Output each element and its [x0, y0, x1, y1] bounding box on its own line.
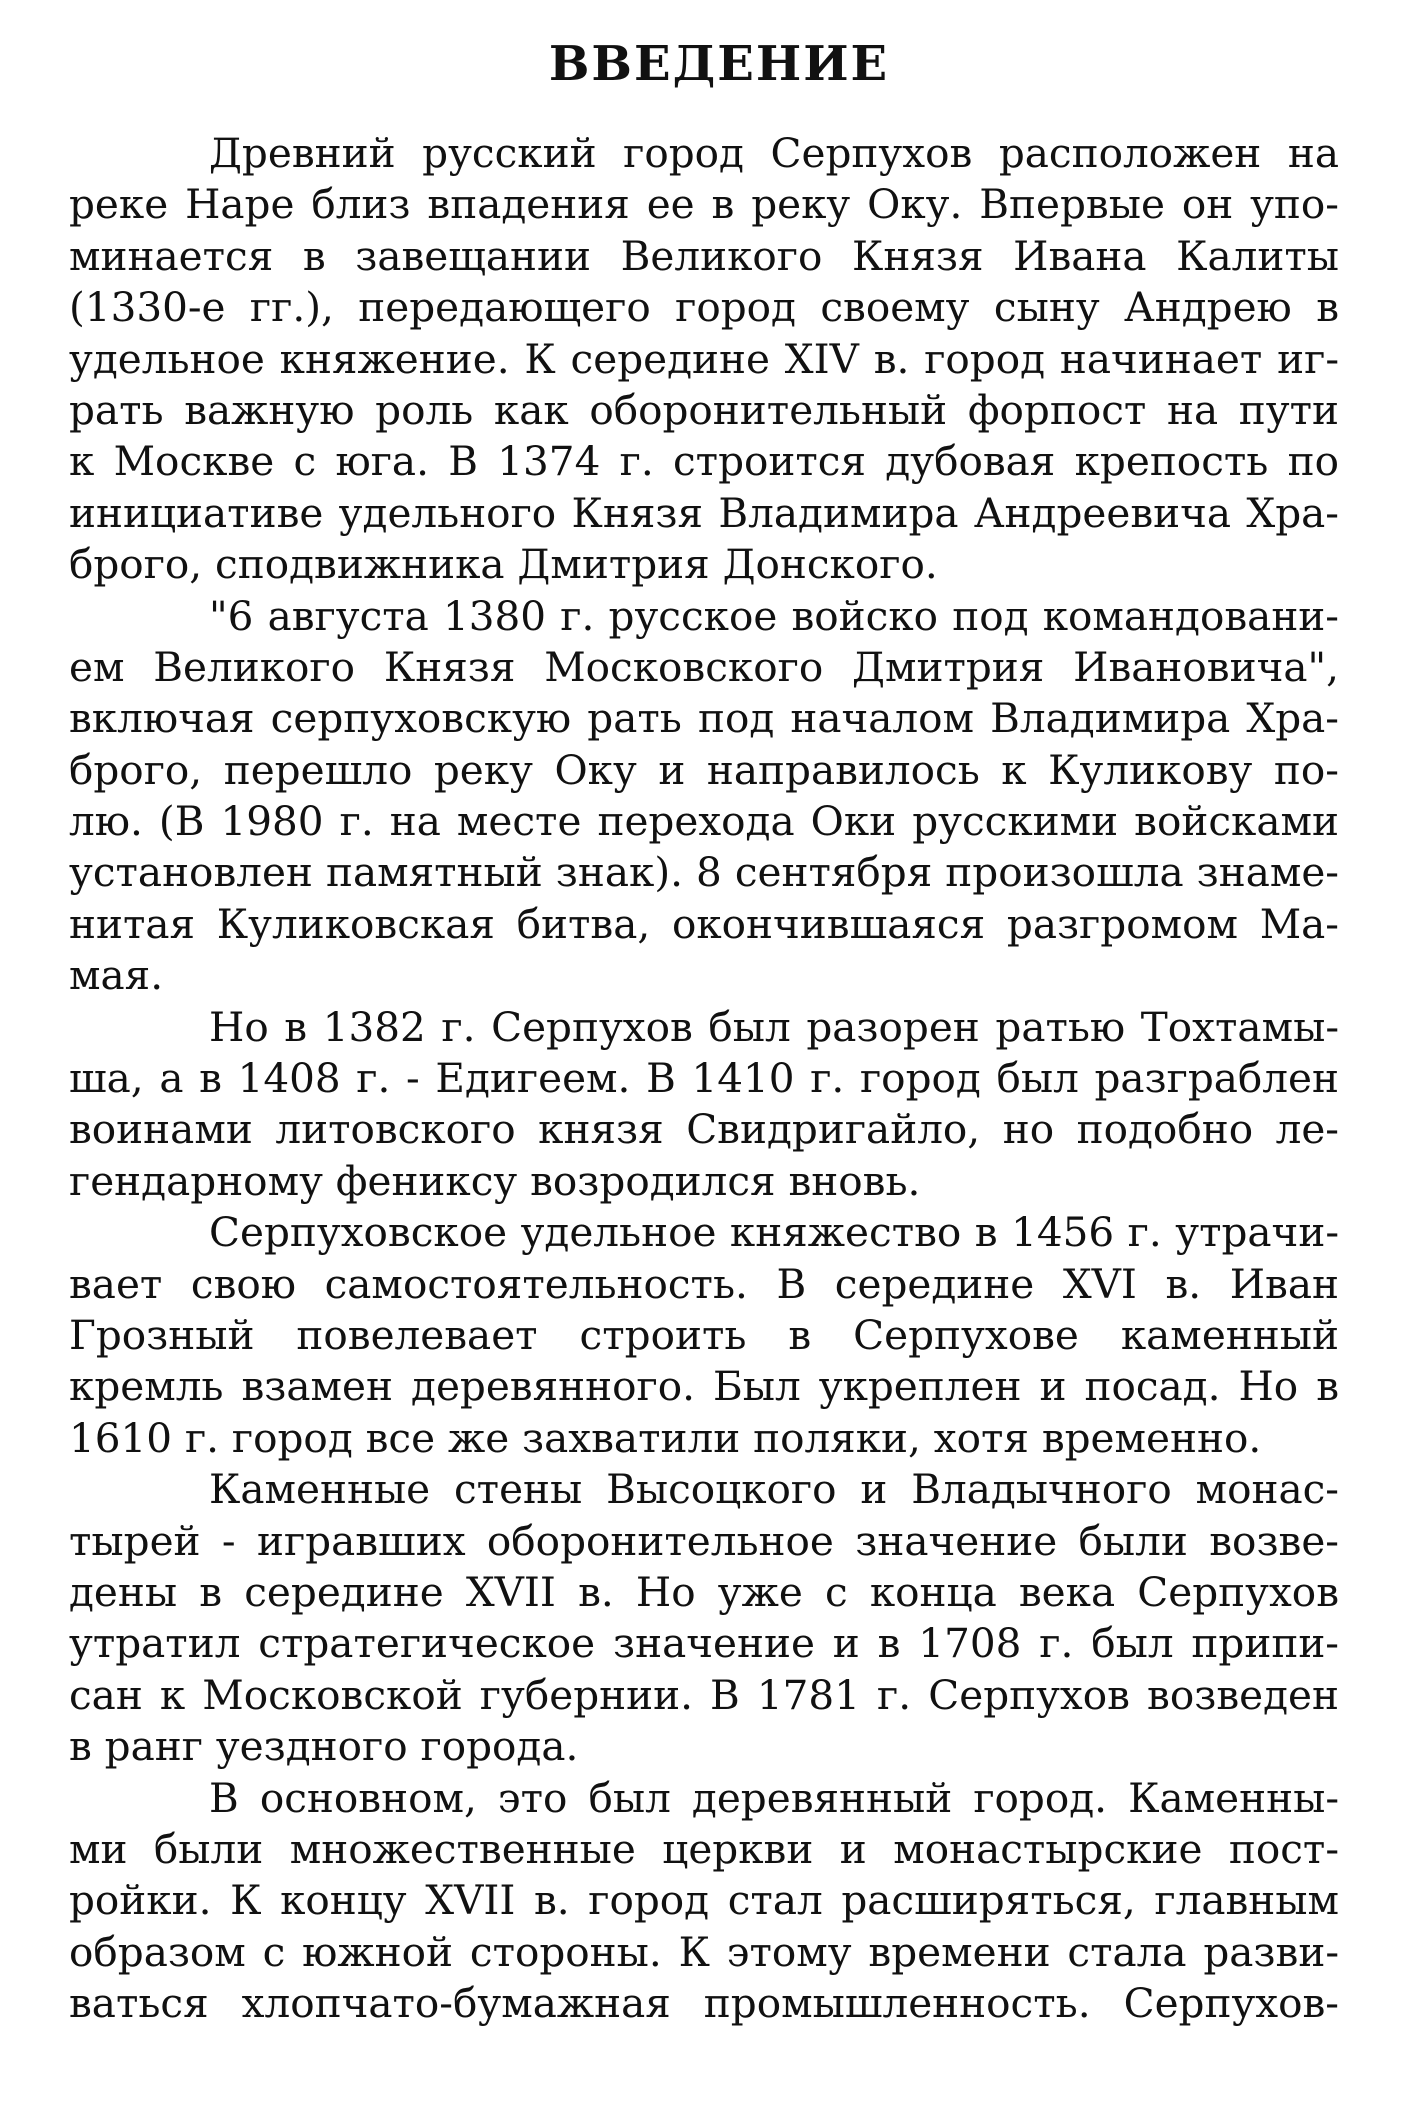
- text-line: 1610 г. город все же захватили поляки, хотя временно.: [69, 1413, 1262, 1462]
- text-line: В основном, это был деревянный город. Каменны-: [209, 1773, 1339, 1822]
- text-line: нитая Куликовская битва, окончившаяся разгромом Ма-: [69, 899, 1339, 948]
- text-line: лю. (В 1980 г. на месте перехода Оки русскими войсками: [69, 797, 1339, 846]
- text-line: реке Наре близ впадения ее в реку Оку. Впервые он упо-: [69, 180, 1339, 229]
- text-line: мая.: [69, 951, 164, 1000]
- text-line: воинами литовского князя Свидригайло, но подобно ле-: [69, 1105, 1339, 1154]
- text-line: (1330-е гг.), передающего город своему сыну Андрею в: [69, 283, 1339, 332]
- text-line: образом с южной стороны. К этому времени стала разви-: [69, 1927, 1339, 1976]
- text-line: рать важную роль как оборонительный форпост на пути: [69, 385, 1339, 434]
- text-line: к Москве с юга. В 1374 г. строится дубовая крепость по: [69, 437, 1339, 486]
- text-line: сан к Московской губернии. В 1781 г. Серпухов возведен: [69, 1670, 1339, 1719]
- text-line: тырей - игравших оборонительное значение были возве-: [69, 1516, 1339, 1565]
- text-line: кремль взамен деревянного. Был укреплен и посад. Но в: [69, 1362, 1339, 1411]
- page-title: ВВЕДЕНИЕ: [548, 36, 890, 92]
- text-line: удельное княжение. К середине XIV в. город начинает иг-: [69, 334, 1339, 383]
- text-line: утратил стратегическое значение и в 1708 г. был припи-: [69, 1619, 1339, 1668]
- text-line: брого, сподвижника Дмитрия Донского.: [69, 540, 938, 589]
- text-line: ваться хлопчато-бумажная промышленность. Серпухов-: [69, 1979, 1339, 2028]
- text-line: гендарному фениксу возродился вновь.: [69, 1156, 921, 1205]
- text-line: ша, а в 1408 г. - Едигеем. В 1410 г. город был разграблен: [69, 1054, 1339, 1103]
- text-line: Серпуховское удельное княжество в 1456 г. утрачи-: [209, 1208, 1339, 1257]
- text-line: дены в середине XVII в. Но уже с конца века Серпухов: [69, 1567, 1339, 1616]
- text-line: включая серпуховскую рать под началом Владимира Хра-: [69, 694, 1339, 743]
- text-line: установлен памятный знак). 8 сентября произошла знаме-: [69, 848, 1339, 897]
- text-line: Но в 1382 г. Серпухов был разорен ратью Тохтамы-: [209, 1002, 1339, 1051]
- text-line: брого, перешло реку Оку и направилось к Куликову по-: [69, 745, 1339, 794]
- text-line: Грозный повелевает строить в Серпухове каменный: [69, 1310, 1339, 1359]
- body-text: [69, 128, 1339, 2029]
- text-line: Древний русский город Серпухов расположен на: [209, 129, 1339, 177]
- text-line: инициативе удельного Князя Владимира Андреевича Хра-: [69, 488, 1339, 537]
- text-line: ми были множественные церкви и монастырские пост-: [69, 1824, 1339, 1873]
- text-line: ем Великого Князя Московского Дмитрия Ивановича",: [69, 642, 1339, 691]
- text-line: ройки. К концу XVII в. город стал расширяться, главным: [69, 1876, 1339, 1925]
- text-line: в ранг уездного города.: [69, 1722, 579, 1771]
- text-line: вает свою самостоятельность. В середине XVI в. Иван: [69, 1259, 1339, 1308]
- document-page: [69, 28, 1339, 2029]
- text-line: Каменные стены Высоцкого и Владычного монас-: [209, 1465, 1339, 1514]
- text-line: минается в завещании Великого Князя Ивана Калиты: [69, 231, 1339, 280]
- text-line: "6 августа 1380 г. русское войско под командовани-: [209, 591, 1339, 640]
